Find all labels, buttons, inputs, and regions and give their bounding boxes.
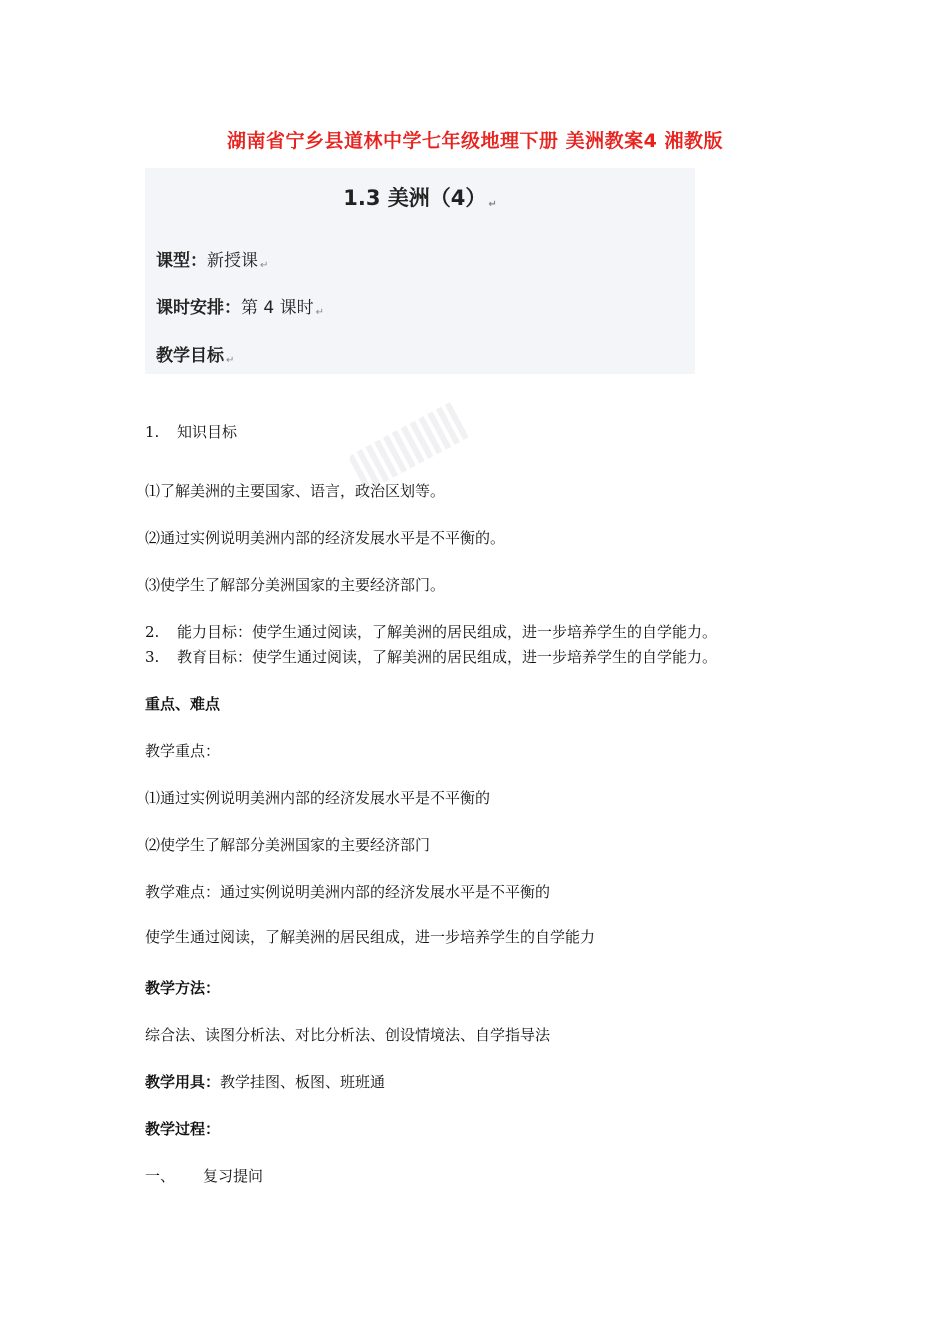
knowledge-objective [145,421,237,442]
list-number: 3. [145,648,160,666]
list-text: 教育目标：使学生通过阅读，了解美洲的居民组成，进一步培养学生的自学能力。 [177,648,718,666]
step-number: 一、 [145,1167,176,1185]
process-step [145,1165,263,1186]
objectives-heading-line [156,341,234,366]
difficulty-line: 教学难点：通过实例说明美洲内部的经济发展水平是不平衡的 [145,883,551,901]
list-number: 1. [145,423,160,441]
watermark-logo [348,400,473,492]
paragraph-mark-icon: ↵ [488,199,497,210]
key-points-heading: 重点、难点 [145,695,221,713]
methods-heading: 教学方法： [145,979,221,997]
methods-text: 综合法、读图分析法、对比分析法、创设情境法、自学指导法 [145,1026,551,1044]
lesson-heading-text: 1.3 美洲（4） [343,186,487,210]
knowledge-item: ⑵通过实例说明美洲内部的经济发展水平是不平衡的。 [145,529,506,547]
list-text: 知识目标 [177,423,238,441]
process-heading: 教学过程： [145,1120,221,1138]
step-text: 复习提问 [203,1167,264,1185]
focus-item: ⑴通过实例说明美洲内部的经济发展水平是不平衡的 [145,789,491,807]
course-type-value: 新授课 [207,251,258,271]
tools-label: 教学用具： [145,1073,221,1091]
course-type-label: 课型： [156,251,207,271]
paragraph-mark-icon: ↵ [226,355,235,366]
schedule-line [156,293,324,318]
ability-objective [145,621,717,642]
paragraph-mark-icon: ↵ [315,307,325,318]
difficulty-extra-line: 使学生通过阅读，了解美洲的居民组成，进一步培养学生的自学能力 [145,928,596,946]
knowledge-item: ⑴了解美洲的主要国家、语言，政治区划等。 [145,482,446,500]
focus-label: 教学重点： [145,742,221,760]
list-text: 能力目标：使学生通过阅读，了解美洲的居民组成，进一步培养学生的自学能力。 [177,623,718,641]
tools-line [145,1071,385,1092]
focus-item: ⑵使学生了解部分美洲国家的主要经济部门 [145,836,431,854]
schedule-label: 课时安排： [156,298,241,318]
course-type-line [156,246,268,271]
schedule-value: 第 4 课时 [241,298,314,318]
lesson-header-box [145,168,695,374]
education-objective [145,646,717,667]
lesson-heading [145,182,695,212]
knowledge-item: ⑶使学生了解部分美洲国家的主要经济部门。 [145,576,446,594]
tools-text: 教学挂图、板图、班班通 [220,1073,386,1091]
paragraph-mark-icon: ↵ [260,260,269,271]
list-number: 2. [145,623,160,641]
objectives-heading: 教学目标 [156,346,224,366]
document-title: 湖南省宁乡县道林中学七年级地理下册 美洲教案4 湘教版 [227,130,723,152]
